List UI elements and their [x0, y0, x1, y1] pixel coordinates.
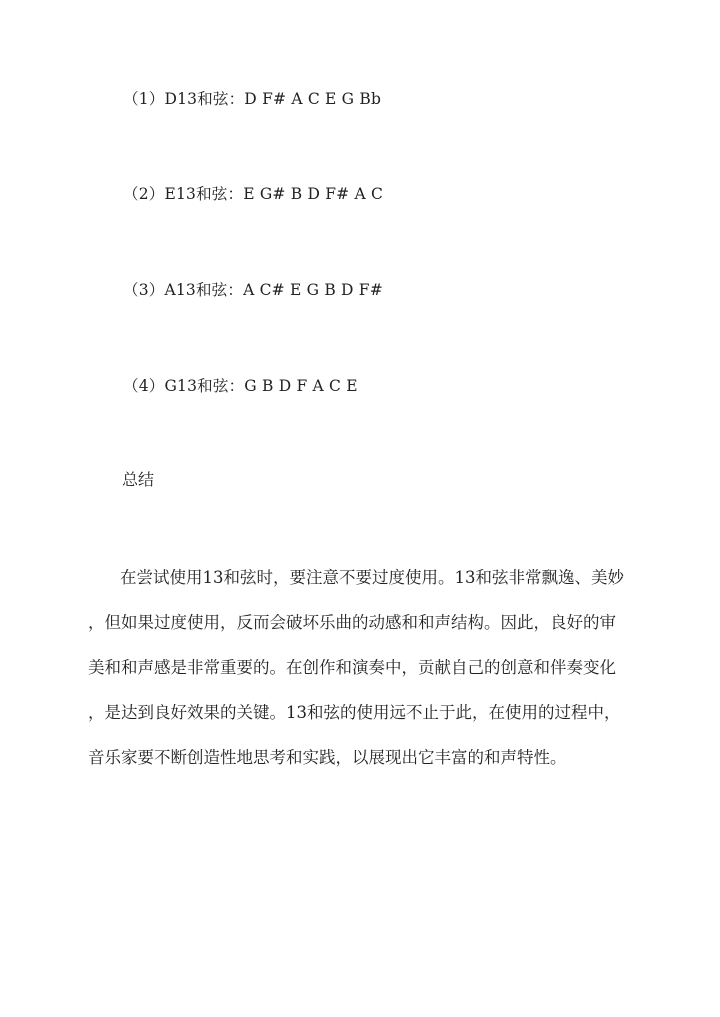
paragraph-line: ，是达到良好效果的关键。13和弦的使用远不止于此，在使用的过程中，: [88, 703, 621, 722]
chord-item-a13: （3）A13和弦：A C# E G B D F#: [123, 281, 383, 299]
summary-paragraph: [88, 563, 648, 788]
paragraph-line: 美和和声感是非常重要的。在创作和演奏中，贡献自己的创意和伴奏变化: [88, 658, 616, 677]
chord-item-e13: （2）E13和弦：E G# B D F# A C: [123, 185, 384, 203]
paragraph-line: 音乐家要不断创造性地思考和实践，以展现出它丰富的和声特性。: [88, 748, 567, 767]
chord-item-d13: （1）D13和弦：D F# A C E G Bb: [123, 90, 382, 108]
paragraph-line: 在尝试使用13和弦时，要注意不要过度使用。13和弦非常飘逸、美妙: [120, 568, 624, 587]
paragraph-line: ，但如果过度使用，反而会破坏乐曲的动感和和声结构。因此，良好的审: [88, 613, 616, 632]
summary-heading: 总结: [122, 470, 155, 489]
chord-item-g13: （4）G13和弦：G B D F A C E: [123, 377, 358, 395]
